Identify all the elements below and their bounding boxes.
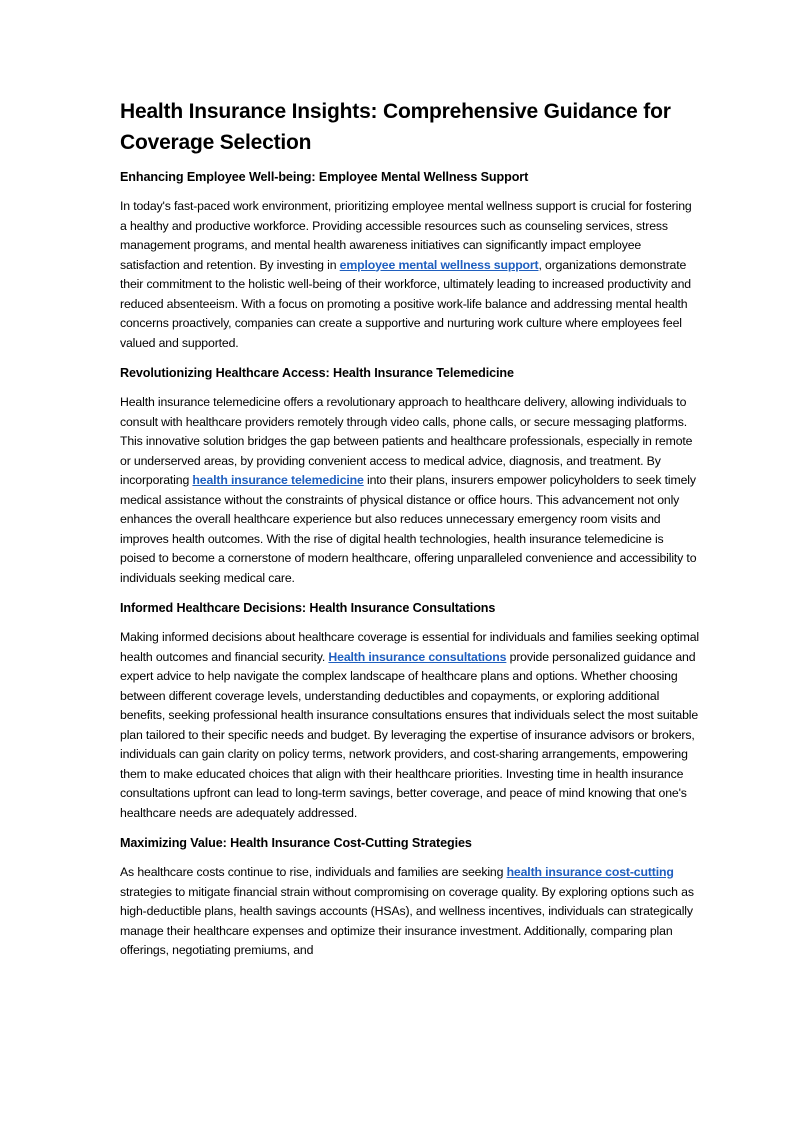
employee-mental-wellness-link[interactable]: employee mental wellness support (339, 257, 539, 272)
paragraph-text: Health insurance telemedicine offers a revolutionary approach to healthcare delivery, allowing individuals to consult with healthcare providers remotely through video calls, phone calls, or secure messaging platforms. This innovative solution bridges the gap between patients and healthcare professionals, especially in remote or underserved areas, by providing convenient access to medical advice, diagnosis, and treatment. By incorporating (120, 395, 693, 487)
section-paragraph (120, 863, 700, 961)
paragraph-text: As healthcare costs continue to rise, individuals and families are seeking (120, 865, 507, 879)
section-heading: Revolutionizing Healthcare Access: Health Insurance Telemedicine (120, 366, 514, 380)
paragraph-text: , organizations demonstrate their commitment to the holistic well-being of their workforce, ultimately leading to increased productivity and reduced absenteeism. With a focus on promoting a positive work-life balance and addressing mental health concerns proactively, companies can create a supportive and nurturing work culture where employees feel valued and supported. (120, 257, 691, 350)
paragraph-text: into their plans, insurers empower policyholders to seek timely medical assistance without the constraints of physical distance or office hours. This advancement not only enhances the overall healthcare experience but also reduces unnecessary emergency room visits and improves health outcomes. With the rise of digital health technologies, health insurance telemedicine is poised to become a cornerstone of modern healthcare, offering unparalleled convenience and accessibility to individuals seeking medical care. (120, 473, 697, 585)
telemedicine-link[interactable]: health insurance telemedicine (192, 473, 364, 487)
paragraph-text: Making informed decisions about healthcare coverage is essential for individuals and families seeking optimal health outcomes and financial security. (120, 630, 700, 664)
consultations-link[interactable]: Health insurance consultations (328, 649, 507, 664)
cost-cutting-link[interactable]: health insurance cost-cutting (506, 865, 674, 879)
section-paragraph (120, 628, 700, 823)
document-title: Health Insurance Insights: Comprehensive Guidance for Coverage Selection (120, 100, 671, 154)
section-heading: Informed Healthcare Decisions: Health Insurance Consultations (120, 601, 496, 615)
paragraph-text: In today's fast-paced work environment, prioritizing employee mental wellness support is crucial for fostering a healthy and productive workforce. Providing accessible resources such as counseling services, stress management programs, and mental health awareness initiatives can significantly impact employee satisfaction and retention. By investing in (120, 199, 692, 272)
section-heading: Maximizing Value: Health Insurance Cost-Cutting Strategies (120, 836, 472, 850)
paragraph-text: provide personalized guidance and expert advice to help navigate the complex landscape of healthcare plans and options. Whether choosing between different coverage levels, understanding deductibles and copayments, or exploring additional benefits, seeking professional health insurance consultations ensures that individuals select the most suitable plan tailored to their specific needs and budget. By leveraging the expertise of insurance advisors or brokers, individuals can gain clarity on policy terms, network providers, and cost-sharing arrangements, empowering them to make educated choices that align with their healthcare priorities. Investing time in health insurance consultations upfront can lead to long-term savings, better coverage, and peace of mind knowing that one's healthcare needs are adequately addressed. (120, 649, 699, 820)
section-paragraph (120, 393, 700, 588)
document-page (120, 96, 700, 972)
section-heading: Enhancing Employee Well-being: Employee Mental Wellness Support (120, 170, 529, 184)
paragraph-text: strategies to mitigate financial strain without compromising on coverage quality. By exploring options such as high-deductible plans, health savings accounts (HSAs), and wellness incentives, individuals can strategically manage their healthcare expenses and optimize their insurance investment. Additionally, comparing plan offerings, negotiating premiums, and (120, 884, 694, 957)
section-paragraph (120, 197, 700, 353)
